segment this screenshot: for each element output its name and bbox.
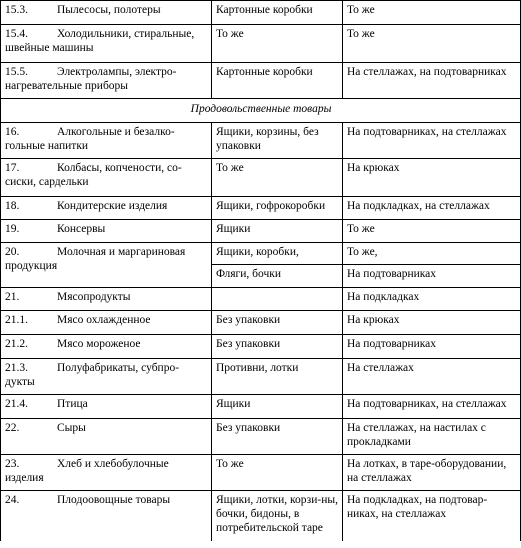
packaging-cell: Ящики [212, 220, 343, 243]
storage-cell: То же, [343, 243, 521, 265]
item-name: Мясо охлажденное [57, 314, 151, 326]
item-cell [1, 220, 212, 243]
item-cell [1, 197, 212, 220]
item-number: 15.5. [5, 66, 28, 78]
storage-cell: На подтоварниках [343, 335, 521, 359]
item-number: 24. [5, 494, 20, 506]
table-row [1, 419, 521, 455]
item-number: 21. [5, 291, 20, 303]
item-name: Полуфабрикаты, субпро-дукты [5, 362, 180, 388]
item-name: Хлеб и хлебобулочные изделия [5, 458, 169, 484]
item-number: 16. [5, 126, 20, 138]
item-name: Кондитерские изделия [57, 200, 168, 212]
item-number: 21.2. [5, 338, 28, 350]
storage-cell: На подкладках [343, 288, 521, 311]
packaging-cell: Без упаковки [212, 419, 343, 455]
packaging-cell: Ящики [212, 395, 343, 419]
storage-cell: На крюках [343, 159, 521, 197]
storage-cell: То же [343, 1, 521, 25]
item-name: Пылесосы, полотеры [57, 4, 161, 16]
item-name: Мясо мороженое [57, 338, 141, 350]
item-name: Молочная и маргариновая продукция [5, 246, 186, 272]
packaging-cell: Без упаковки [212, 335, 343, 359]
table-row [1, 335, 521, 359]
storage-cell: На крюках [343, 311, 521, 335]
storage-cell: На подкладках, на стеллажах [343, 197, 521, 220]
item-cell [1, 491, 212, 541]
table-row [1, 159, 521, 197]
table-row [1, 243, 521, 265]
item-cell [1, 243, 212, 288]
item-name: Алкогольные и безалко-гольные напитки [5, 126, 175, 152]
table-row [1, 455, 521, 491]
packaging-cell [212, 288, 343, 311]
item-number: 21.3. [5, 362, 28, 374]
storage-cell: На подтоварниках, на стеллажах [343, 395, 521, 419]
storage-cell: То же [343, 25, 521, 63]
section-row [1, 99, 521, 123]
item-number: 15.3. [5, 4, 28, 16]
item-cell [1, 25, 212, 63]
table-row [1, 220, 521, 243]
table-row [1, 311, 521, 335]
item-number: 18. [5, 200, 20, 212]
storage-cell: На подтоварниках [343, 265, 521, 288]
item-cell [1, 335, 212, 359]
item-cell [1, 1, 212, 25]
item-name: Колбасы, копчености, со-сиски, сардельки [5, 162, 182, 188]
item-name: Мясопродукты [57, 291, 131, 303]
packaging-cell: Без упаковки [212, 311, 343, 335]
item-number: 15.4. [5, 28, 28, 40]
item-cell [1, 63, 212, 99]
table-row [1, 288, 521, 311]
item-cell [1, 455, 212, 491]
packaging-cell: То же [212, 455, 343, 491]
storage-cell: То же [343, 220, 521, 243]
packaging-cell: Противни, лотки [212, 359, 343, 395]
item-number: 21.4. [5, 398, 28, 410]
packaging-cell: Картонные коробки [212, 63, 343, 99]
packaging-cell: Ящики, коробки, [212, 243, 343, 265]
item-number: 23. [5, 458, 20, 470]
table-row [1, 359, 521, 395]
table-row [1, 1, 521, 25]
storage-cell: На подтоварниках, на стеллажах [343, 123, 521, 159]
storage-cell: На стеллажах, на подтоварниках [343, 63, 521, 99]
item-cell [1, 288, 212, 311]
storage-cell: На лотках, в таре-оборудовании, на стеллажах [343, 455, 521, 491]
item-cell [1, 159, 212, 197]
item-name: Холодильники, стиральные, швейные машины [5, 28, 195, 54]
packaging-cell: Картонные коробки [212, 1, 343, 25]
item-number: 21.1. [5, 314, 28, 326]
table-row [1, 395, 521, 419]
item-cell [1, 395, 212, 419]
item-cell [1, 359, 212, 395]
item-name: Электролампы, электро-нагревательные приборы [5, 66, 177, 92]
item-name: Птица [57, 398, 88, 410]
item-number: 22. [5, 422, 20, 434]
item-cell [1, 123, 212, 159]
packaging-cell: Фляги, бочки [212, 265, 343, 288]
item-cell [1, 311, 212, 335]
section-heading: Продовольственные товары [1, 99, 521, 123]
item-number: 19. [5, 223, 20, 235]
packaging-cell: То же [212, 159, 343, 197]
storage-cell: На стеллажах [343, 359, 521, 395]
item-cell [1, 419, 212, 455]
table-row [1, 491, 521, 541]
table-row [1, 63, 521, 99]
packaging-cell: Ящики, гофрокоробки [212, 197, 343, 220]
table-row [1, 25, 521, 63]
item-name: Плодоовощные товары [57, 494, 171, 506]
storage-cell: На подкладках, на подтовар-никах, на стеллажах [343, 491, 521, 541]
storage-cell: На стеллажах, на настилах с прокладками [343, 419, 521, 455]
packaging-cell: То же [212, 25, 343, 63]
table-row [1, 197, 521, 220]
table-row [1, 123, 521, 159]
item-number: 17. [5, 162, 20, 174]
packaging-cell: Ящики, лотки, корзи-ны, бочки, бидоны, в потребительской таре [212, 491, 343, 541]
packaging-cell: Ящики, корзины, без упаковки [212, 123, 343, 159]
item-name: Консервы [57, 223, 106, 235]
item-number: 20. [5, 246, 20, 258]
item-name: Сыры [57, 422, 86, 434]
